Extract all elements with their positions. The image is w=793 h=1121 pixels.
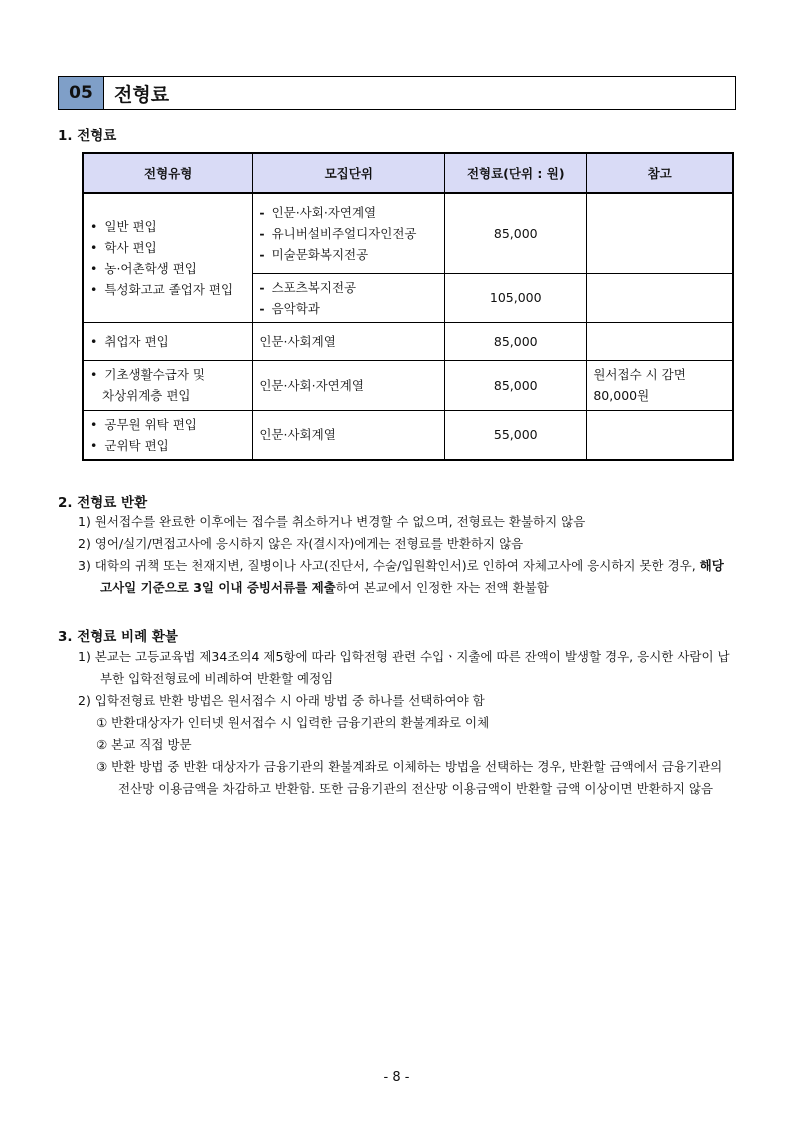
column-header: 참고 bbox=[587, 153, 733, 193]
type-cell bbox=[83, 410, 253, 460]
type-item: • 학사 편입 bbox=[90, 237, 246, 258]
type-cell bbox=[83, 360, 253, 410]
fee-cell: 55,000 bbox=[445, 410, 587, 460]
type-item: • 군위탁 편입 bbox=[90, 435, 246, 456]
note-cell bbox=[587, 410, 733, 460]
refund-method-item: ③ 반환 방법 중 반환 대상자가 금융기관의 환불계좌로 이체하는 방법을 선택하는 경우, 반환할 금액에서 금융기관의 전산망 이용금액을 차감하고 반환함. 또한 금융기관의 전산망 이용금액이 반환할 금액 이상이면 반환하지 않음 bbox=[96, 759, 723, 796]
unit-item: - 인문·사회·자연계열 bbox=[259, 202, 438, 223]
fee-section-title: 1. 전형료 bbox=[58, 128, 117, 144]
type-item-continued: 차상위계층 편입 bbox=[102, 388, 191, 403]
refund-item: 1) 원서접수를 완료한 이후에는 접수를 취소하거나 변경할 수 없으며, 전형료는 환불하지 않음 bbox=[78, 514, 586, 529]
column-header: 모집단위 bbox=[253, 153, 445, 193]
refund-item-text: 3) 대학의 귀책 또는 천재지변, 질병이나 사고(진단서, 수술/입원확인서)로 인하여 자체고사에 응시하지 못한 경우, bbox=[78, 558, 700, 573]
column-header: 전형료(단위 : 원) bbox=[445, 153, 587, 193]
note-cell bbox=[587, 273, 733, 322]
refund-item: 2) 영어/실기/면접고사에 응시하지 않은 자(결시자)에게는 전형료를 반환하지 않음 bbox=[78, 536, 524, 551]
refund-item bbox=[78, 555, 738, 599]
proportional-refund-list bbox=[78, 646, 738, 800]
refund-list bbox=[78, 511, 738, 599]
type-item: • 기초생활수급자 및 bbox=[90, 364, 246, 385]
unit-cell: 인문·사회·자연계열 bbox=[253, 360, 445, 410]
unit-item: - 음악학과 bbox=[259, 298, 438, 319]
section-header bbox=[58, 76, 736, 110]
fee-cell: 85,000 bbox=[445, 360, 587, 410]
unit-cell: 인문·사회계열 bbox=[253, 410, 445, 460]
refund-method-item: ② 본교 직접 방문 bbox=[96, 737, 192, 752]
type-item: • 일반 편입 bbox=[90, 216, 246, 237]
fee-cell: 85,000 bbox=[445, 193, 587, 273]
section-title: 전형료 bbox=[114, 83, 170, 106]
type-item: • 농·어촌학생 편입 bbox=[90, 258, 246, 279]
unit-cell bbox=[253, 273, 445, 322]
page-number: - 8 - bbox=[383, 1070, 410, 1085]
table-header-row bbox=[83, 153, 733, 193]
fee-cell: 85,000 bbox=[445, 322, 587, 360]
unit-item: - 스포츠복지전공 bbox=[259, 277, 438, 298]
refund-method-list bbox=[78, 712, 738, 800]
note-line: 80,000원 bbox=[593, 388, 650, 403]
unit-cell: 인문·사회계열 bbox=[253, 322, 445, 360]
note-cell bbox=[587, 193, 733, 273]
proportional-refund-section-title: 3. 전형료 비례 환불 bbox=[58, 629, 178, 645]
refund-item-text: 하여 본교에서 인정한 자는 전액 환불함 bbox=[335, 580, 549, 595]
refund-method-item: ① 반환대상자가 인터넷 원서접수 시 입력한 금융기관의 환불계좌로 이체 bbox=[96, 715, 490, 730]
table-row bbox=[83, 360, 733, 410]
type-item: • 특성화고교 졸업자 편입 bbox=[90, 279, 246, 300]
unit-cell bbox=[253, 193, 445, 273]
type-item: • 취업자 편입 bbox=[90, 331, 246, 352]
unit-item: - 유니버설비주얼디자인전공 bbox=[259, 223, 438, 244]
table-row bbox=[83, 322, 733, 360]
section-number: 05 bbox=[59, 77, 104, 109]
type-cell bbox=[83, 193, 253, 322]
unit-item: - 미술문화복지전공 bbox=[259, 244, 438, 265]
column-header: 전형유형 bbox=[83, 153, 253, 193]
fee-table bbox=[82, 152, 734, 461]
fee-cell: 105,000 bbox=[445, 273, 587, 322]
refund-section-title: 2. 전형료 반환 bbox=[58, 495, 148, 511]
proportional-refund-item: 1) 본교는 고등교육법 제34조의4 제5항에 따라 입학전형 관련 수입ㆍ지출에 따른 잔액이 발생할 경우, 응시한 사람이 납부한 입학전형료에 비례하여 반환할 예정임 bbox=[78, 649, 730, 686]
table-row bbox=[83, 410, 733, 460]
note-line: 원서접수 시 감면 bbox=[593, 367, 686, 382]
note-cell bbox=[587, 360, 733, 410]
refund-item-emphasis: 해당 고사일 기준으로 3일 이내 증빙서류를 제출 bbox=[100, 558, 724, 595]
proportional-refund-item: 2) 입학전형료 반환 방법은 원서접수 시 아래 방법 중 하나를 선택하여야 함 bbox=[78, 693, 485, 708]
table-row bbox=[83, 193, 733, 273]
type-item: • 공무원 위탁 편입 bbox=[90, 414, 246, 435]
note-cell bbox=[587, 322, 733, 360]
type-cell bbox=[83, 322, 253, 360]
